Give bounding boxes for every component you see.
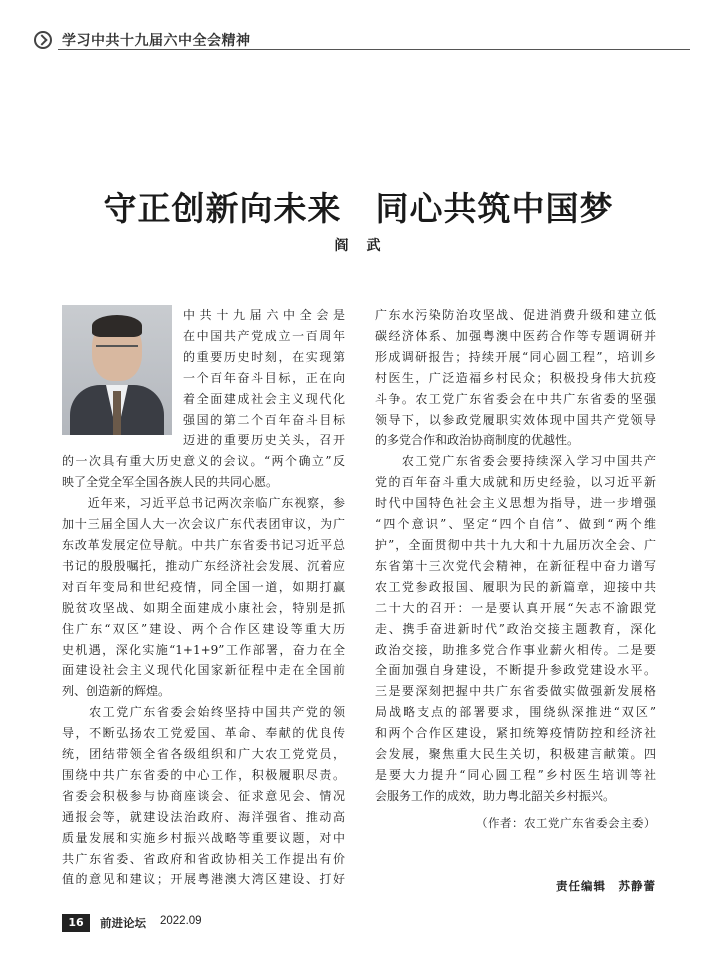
responsible-editor: 责任编辑 苏静蕾 [556, 879, 656, 893]
text-line: 通报会等，就建设法治政府、海洋强省、推动高 [62, 809, 345, 824]
text-line: 会发展，聚焦重大民生关切，积极建言献策。四 [375, 747, 656, 762]
text-line: 碳经济体系、加强粤澳中医药合作等专题调研并 [375, 328, 656, 343]
text-line: 中共十九届六中全会是 [183, 308, 345, 322]
text-line: 质量发展和实施乡村振兴战略等重要议题，对中 [62, 830, 345, 845]
text-line: 二十大的召开：一是要认真开展“矢志不渝跟党 [375, 600, 656, 615]
text-line: 走、携手奋进新时代”政治交接主题教育，深化 [375, 621, 656, 636]
text-line: 脱贫攻坚战、如期全面建成小康社会，特别是抓 [62, 600, 345, 615]
text-line: 省委会积极参与协商座谈会、征求意见会、情况 [62, 788, 345, 803]
text-line: 书记的殷殷嘱托，推动广东经济社会发展、沉着应 [62, 558, 345, 573]
text-line: 农工党广东省委会始终坚持中国共产党的领 [62, 705, 345, 720]
text-line: 局战略支点的部署要求，围绕纵深推进“双区” [375, 705, 656, 720]
text-line: 值的意见和建议；开展粤港澳大湾区建设、打好 [62, 872, 345, 887]
text-line: 围绕中共广东省委的中心工作，积极履职尽责。 [62, 767, 345, 782]
text-line: 斗争。农工党广东省委会在中共广东省委的坚强 [375, 391, 656, 406]
text-line: 共广东省委、省政府和省政协相关工作提出有价 [62, 851, 345, 866]
text-line: 加十三届全国人大一次会议广东代表团审议，为广 [62, 517, 345, 532]
right-column [375, 305, 656, 807]
text-line: 列、创造新的辉煌。 [62, 684, 171, 699]
text-line: 对百年变局和世纪疫情，同全国一道，如期打赢 [62, 579, 345, 594]
text-line: 护”，全面贯彻中共十九大和十九届历次全会、广 [375, 537, 656, 552]
text-line: 全面加强自身建设，不断提升参政党建设水平。 [375, 663, 656, 678]
text-line: 领导下，以参政党履职实效体现中国共产党领导 [375, 412, 656, 427]
section-title: 学习中共十九届六中全会精神 [62, 33, 251, 49]
page-number: 16 [62, 914, 90, 932]
text-line: 三是要深刻把握中共广东省委做实做强新发展格 [375, 684, 656, 699]
text-line: 迈进的重要历史关头，召开 [183, 433, 345, 448]
text-line: 一个百年奋斗目标，正在向 [183, 370, 345, 385]
magazine-name: 前进论坛 [100, 916, 146, 930]
left-column [62, 305, 345, 890]
text-line: 近年来，习近平总书记两次亲临广东视察，参 [62, 496, 345, 511]
article-author: 阎 武 [334, 238, 383, 254]
text-line: 的多党合作和政治协商制度的优越性。 [375, 433, 580, 448]
text-line: 村医生，广泛造福乡村民众；积极投身伟大抗疫 [375, 370, 656, 385]
text-line: 农工党广东省委会要持续深入学习中国共产 [375, 454, 656, 469]
text-line: 农工党参政报国、履职为民的新篇章，迎接中共 [375, 579, 656, 594]
text-line: 会服务工作的成效，助力粤北韶关乡村振兴。 [375, 788, 616, 803]
text-line: 是要大力提升“同心圆工程”乡村医生培训等社 [375, 767, 656, 782]
magazine-issue: 2022.09 [160, 915, 202, 927]
text-line: 统，团结带领全省各级组织和广大农工党党员， [62, 747, 345, 762]
text-line: 和两个合作区建设，紧扣统筹疫情防控和经济社 [375, 726, 656, 741]
text-line: 政治交接，助推多党合作事业薪火相传。二是要 [375, 642, 656, 657]
text-line: 映了全党全军全国各族人民的共同心愿。 [62, 475, 279, 490]
text-line: 导，不断弘扬农工党爱国、革命、奉献的优良传 [62, 726, 345, 741]
text-line: 的重要历史时刻，在实现第 [183, 349, 345, 364]
text-line: 在中国共产党成立一百周年 [183, 328, 345, 343]
text-line: 时代中国特色社会主义思想为指导，进一步增强 [375, 496, 656, 511]
text-line: 强国的第二个百年奋斗目标 [183, 412, 345, 427]
circle-arrow-icon [34, 31, 52, 49]
text-line: 着全面建成社会主义现代化 [183, 391, 345, 406]
text-line: 的一次具有重大历史意义的会议。“两个确立”反 [62, 454, 345, 469]
text-line: “四个意识”、坚定“四个自信”、做到“两个维 [375, 517, 656, 532]
article-title: 守正创新向未来 同心共筑中国梦 [103, 189, 614, 228]
text-line: 形成调研报告；持续开展“同心圆工程”，培训乡 [375, 349, 656, 364]
text-line: 史机遇，深化实施“1+1+9”工作部署，奋力在全 [62, 642, 345, 657]
text-line: 住广东“双区”建设、两个合作区建设等重大历 [62, 621, 345, 636]
text-line: 广东水污染防治攻坚战、促进消费升级和建立低 [375, 308, 656, 322]
text-line: 面建设社会主义现代化国家新征程中走在全国前 [62, 663, 345, 678]
header-rule [58, 49, 690, 50]
text-line: 党的百年奋斗重大成就和历史经验，以习近平新 [375, 475, 656, 490]
author-byline: （作者：农工党广东省委会主委） [476, 816, 656, 830]
text-line: 东省第十三次党代会精神，在新征程中奋力谱写 [375, 558, 656, 573]
section-header [34, 30, 684, 52]
text-line: 东改革发展定位导航。中共广东省委书记习近平总 [62, 537, 345, 552]
